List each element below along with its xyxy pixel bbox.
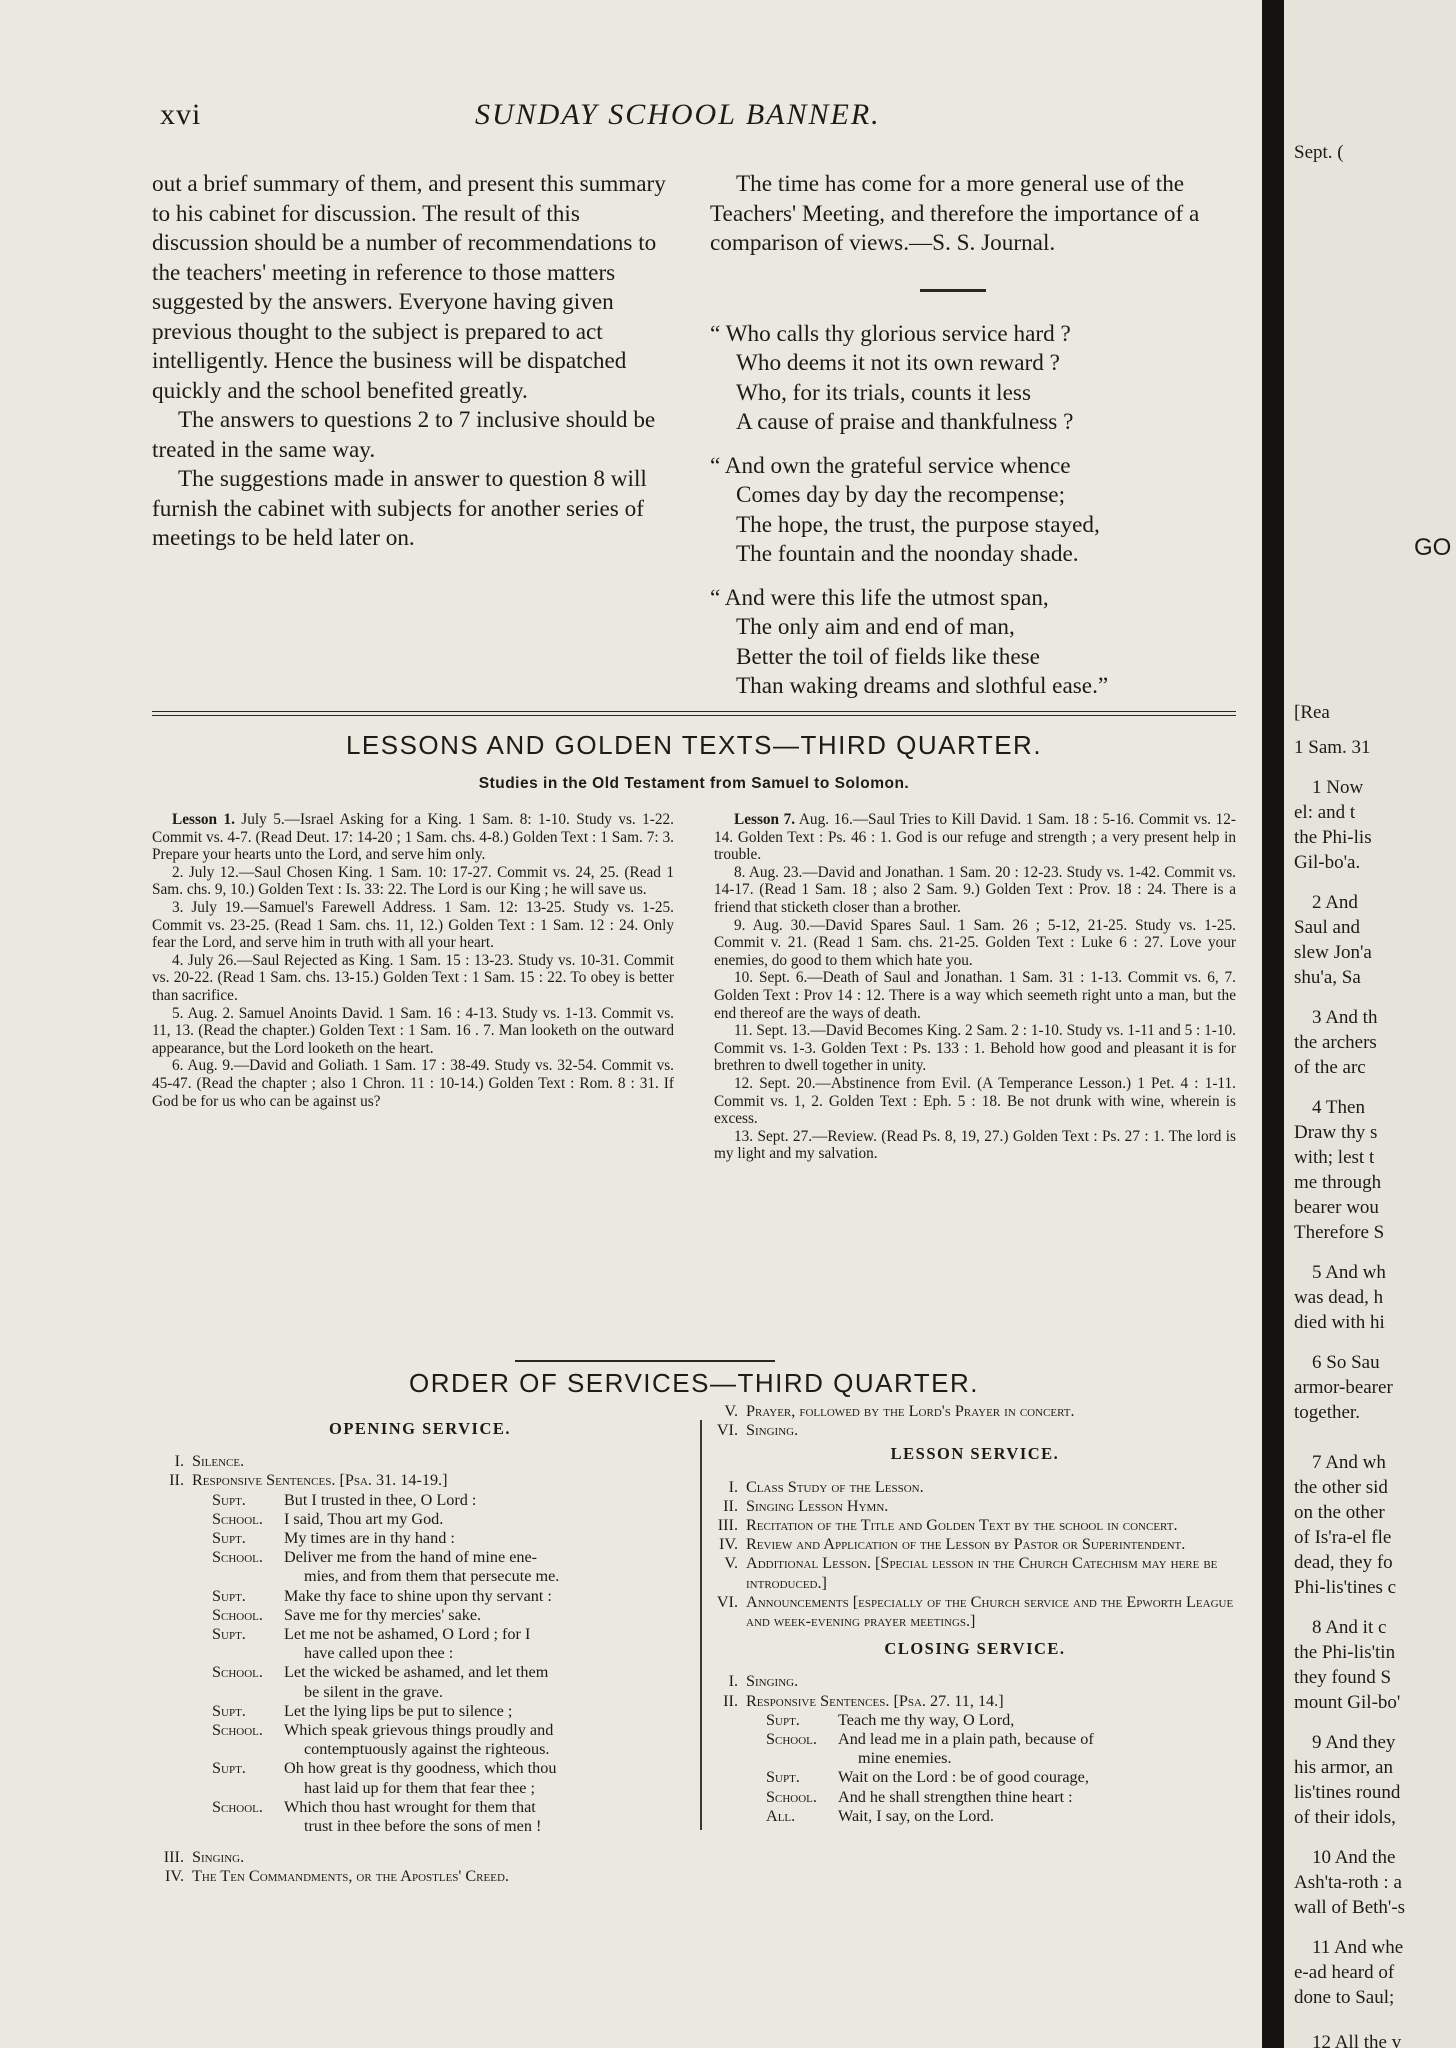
facing-page-text: wall of Beth'-s <box>1294 1897 1406 1918</box>
facing-page-text: me through <box>1294 1172 1382 1193</box>
response-text <box>284 1759 680 1797</box>
facing-page-text: they found S <box>1294 1667 1392 1688</box>
poem <box>710 320 1240 702</box>
response-speaker: All. <box>766 1806 796 1825</box>
response-speaker: School. <box>212 1663 263 1682</box>
service-item-text: Recitation of the Title and Golden Text by the school in concert. <box>746 1516 1178 1535</box>
poem-line: Comes day by day the recompense; <box>736 482 1066 508</box>
response-line <box>212 1606 680 1625</box>
facing-page-text: 2 And <box>1312 892 1358 913</box>
response-line <box>766 1768 1236 1787</box>
response-text <box>284 1529 680 1548</box>
divider <box>920 289 986 292</box>
lesson-entry <box>714 811 1236 864</box>
poem-line: “ And own the grateful service whence <box>710 452 1071 479</box>
facing-page-text: the other sid <box>1294 1477 1388 1498</box>
lesson-text: 8. Aug. 23.—David and Jonathan. 1 Sam. 20 : 12-23. Study vs. 1-42. Commit vs. 14-17. (Read 1 Sam. 18 ; also 2 Sam. 9.) Golden Text : Prov. 18 : 24. There is a friend that sticketh closer than a brother. <box>714 863 1236 916</box>
facing-page-text: 1 Now <box>1312 777 1364 798</box>
response-speaker: School. <box>212 1509 263 1528</box>
response-text <box>284 1548 680 1586</box>
lessons-subtitle: Studies in the Old Testament from Samuel to Solomon. <box>478 775 910 792</box>
lesson-text: 4. July 26.—Saul Rejected as King. 1 Sam. 15 : 13-23. Study vs. 10-31. Commit vs. 20-22. (Read 1 Sam. chs. 13-15.) Golden Text : 1 Sam. 15 : 22. To obey is better than sacrifice. <box>152 951 674 1004</box>
lesson-entry <box>714 1022 1236 1075</box>
response-text-line: Let me not be ashamed, O Lord ; for I <box>284 1625 531 1644</box>
response-text <box>284 1510 680 1529</box>
response-text <box>284 1587 680 1606</box>
response-line <box>212 1759 680 1797</box>
facing-page-text: el: and t <box>1294 802 1356 823</box>
response-text <box>838 1711 1236 1730</box>
lesson-text: 13. Sept. 27.—Review. (Read Ps. 8, 19, 27.) Golden Text : Ps. 27 : 1. The lord is my light and my salvation. <box>714 1127 1236 1163</box>
response-text <box>838 1788 1236 1807</box>
facing-page-text: 9 And they <box>1312 1732 1396 1753</box>
poem-line: Who deems it not its own reward ? <box>736 350 1060 376</box>
service-item-text: Singing. <box>192 1848 245 1867</box>
response-text-line: Teach me thy way, O Lord, <box>838 1710 1015 1729</box>
lesson-text: 2. July 12.—Saul Chosen King. 1 Sam. 10: 17-27. Commit vs. 24, 25. (Read 1 Sam. chs. 9, 10.) Golden Text : Is. 33: 22. The Lord is our King ; he will save us. <box>152 863 674 899</box>
response-text-line: mine enemies. <box>858 1749 952 1768</box>
service-item <box>714 1421 1236 1440</box>
lesson-entry <box>152 811 674 864</box>
service-item-number: II. <box>723 1691 738 1710</box>
response-line <box>212 1510 680 1529</box>
service-item-text: Singing. <box>746 1672 799 1691</box>
response-text-line: Which thou hast wrought for them that <box>284 1797 536 1816</box>
facing-page-text: Draw thy s <box>1294 1122 1378 1143</box>
service-item-text: Responsive Sentences. [Psa. 31. 14-19.] <box>192 1471 448 1490</box>
service-item <box>714 1402 1236 1421</box>
service-item-number: III. <box>163 1848 184 1867</box>
lesson-lead: Lesson 1. <box>172 811 235 828</box>
service-item <box>160 1867 680 1886</box>
closing-responses <box>714 1711 1236 1826</box>
response-speaker: Supt. <box>212 1701 246 1720</box>
response-line <box>212 1721 680 1759</box>
prayer-items <box>714 1402 1236 1440</box>
facing-page-text: mount Gil-bo' <box>1294 1692 1401 1713</box>
service-item-number: VI. <box>716 1421 738 1440</box>
response-speaker: Supt. <box>212 1625 246 1644</box>
facing-page-text: bearer wou <box>1294 1197 1379 1218</box>
lesson-text: 11. Sept. 13.—David Becomes King. 2 Sam. 2 : 1-10. Study vs. 1-11 and 5 : 1-10. Commit vs. 1-3. Golden Text : Ps. 133 : 1. Behold how good and pleasant it is for brethren to dwell together in unity. <box>714 1022 1236 1075</box>
running-title: SUNDAY SCHOOL BANNER. <box>475 98 881 131</box>
facing-page-text: lis'tines round <box>1294 1782 1401 1803</box>
response-text <box>838 1768 1236 1787</box>
response-speaker: School. <box>212 1721 263 1740</box>
service-item-text: Class Study of the Lesson. <box>746 1477 924 1496</box>
response-speaker: School. <box>766 1730 817 1749</box>
poem-line: The fountain and the noonday shade. <box>736 541 1079 567</box>
service-item-text: The Ten Commandments, or the Apostles' Creed. <box>192 1867 509 1886</box>
response-line <box>212 1663 680 1701</box>
facing-page-edge <box>1284 0 1456 2048</box>
facing-page-text: the Phi-lis <box>1294 827 1372 848</box>
lesson-entry <box>714 969 1236 1022</box>
poem-line: Better the toil of fields like these <box>736 643 1040 670</box>
response-line <box>212 1625 680 1663</box>
service-item <box>714 1478 1236 1497</box>
poem-line: “ And were this life the utmost span, <box>710 584 1049 611</box>
service-item <box>714 1554 1236 1592</box>
lesson-lead: Lesson 7. <box>734 811 796 828</box>
lesson-text: 9. Aug. 30.—David Spares Saul. 1 Sam. 26 ; 5-12, 21-25. Study vs. 1-25. Commit v. 21. (Read 1 Sam. chs. 21-25. Golden Text : Luke 6 : 27. Love your enemies, do good to them which hate you. <box>714 916 1236 969</box>
lesson-and-closing-service <box>714 1402 1236 1826</box>
service-item-number: I. <box>728 1477 738 1496</box>
poem-line: The only aim and end of man, <box>736 614 1015 640</box>
response-text <box>284 1491 680 1510</box>
service-item <box>714 1497 1236 1516</box>
divider <box>515 1360 775 1362</box>
opening-service-heading: OPENING SERVICE. <box>328 1419 512 1438</box>
poem-stanza <box>710 320 1240 438</box>
response-text-line: And lead me in a plain path, because of <box>838 1730 1094 1749</box>
response-text-line: contemptuously against the righteous. <box>304 1740 550 1759</box>
lessons-column-left <box>152 811 674 1110</box>
response-text <box>284 1721 680 1759</box>
lesson-text: 3. July 19.—Samuel's Farewell Address. 1 Sam. 12: 13-25. Study vs. 1-25. Commit vs. 23-25. (Read 1 Sam. chs. 11, 12.) Golden Text : 1 Sam. 12 : 24. Only fear the Lord, and serve him in truth with all your heart. <box>152 898 674 952</box>
response-text-line: Make thy face to shine upon thy servant : <box>284 1586 552 1605</box>
response-speaker: Supt. <box>212 1529 246 1548</box>
lesson-entry <box>714 1128 1236 1163</box>
facing-page-text: of Is'ra-el fle <box>1294 1527 1392 1548</box>
facing-page-text: 3 And th <box>1312 1007 1378 1028</box>
facing-page-text: Therefore S <box>1294 1222 1385 1243</box>
service-item-number: III. <box>717 1516 738 1535</box>
service-item-number: IV. <box>164 1867 184 1886</box>
facing-page-text: died with hi <box>1294 1312 1385 1333</box>
response-line <box>766 1711 1236 1730</box>
facing-page-text: the Phi-lis'tin <box>1294 1642 1396 1663</box>
response-text-line: be silent in the grave. <box>304 1682 443 1701</box>
lesson-entry <box>152 899 674 952</box>
response-text-line: trust in thee before the sons of men ! <box>304 1817 542 1836</box>
service-item <box>160 1471 680 1490</box>
facing-page-text: Ash'ta-roth : a <box>1294 1872 1402 1893</box>
article-paragraph: The answers to questions 2 to 7 inclusive should be treated in the same way. <box>152 407 656 463</box>
facing-page-text: armor-bearer <box>1294 1377 1393 1398</box>
response-text-line: Let the wicked be ashamed, and let them <box>284 1663 549 1682</box>
divider <box>152 711 1236 716</box>
service-item-text: Additional Lesson. [Special lesson in the Church Catechism may here be introduced.] <box>746 1554 1218 1592</box>
response-speaker: School. <box>212 1605 263 1624</box>
facing-page-text: of their idols, <box>1294 1807 1396 1828</box>
facing-page-text: 1 Sam. 31 <box>1294 737 1371 758</box>
opening-items-after <box>160 1848 680 1886</box>
opening-items <box>160 1452 680 1490</box>
facing-page-text: 8 And it c <box>1312 1617 1387 1638</box>
response-speaker: Supt. <box>766 1768 800 1787</box>
response-line <box>212 1529 680 1548</box>
service-item-text: Prayer, followed by the Lord's Prayer in concert. <box>746 1402 1075 1420</box>
poem-stanza <box>710 584 1240 702</box>
article-column-left <box>152 170 682 554</box>
lesson-text: 6. Aug. 9.—David and Goliath. 1 Sam. 17 : 38-49. Study vs. 32-54. Commit vs. 45-47. (Read the chapter ; also 1 Chron. 11 : 10-14.) Golden Text : Rom. 8 : 31. If God be for us who can be against us? <box>152 1057 674 1110</box>
facing-page-text: 7 And wh <box>1312 1452 1386 1473</box>
response-line <box>766 1788 1236 1807</box>
facing-page-text: slew Jon'a <box>1294 942 1372 963</box>
response-text-line: Let the lying lips be put to silence ; <box>284 1701 513 1720</box>
poem-line: Who, for its trials, counts it less <box>736 379 1031 406</box>
response-text-line: My times are in thy hand : <box>284 1529 455 1548</box>
facing-page-text: 10 And the <box>1312 1847 1396 1868</box>
lesson-entry <box>714 917 1236 970</box>
poem-line: Than waking dreams and slothful ease.” <box>736 673 1109 699</box>
closing-items <box>714 1672 1236 1710</box>
response-text-line: hast laid up for them that fear thee ; <box>304 1778 536 1797</box>
lesson-service-heading: LESSON SERVICE. <box>890 1444 1060 1464</box>
facing-page-text: 11 And whe <box>1312 1937 1404 1958</box>
response-speaker: Supt. <box>212 1759 246 1778</box>
service-item <box>160 1848 680 1867</box>
service-item <box>714 1593 1236 1631</box>
response-text-line: mies, and from them that persecute me. <box>304 1567 560 1586</box>
service-item-text: Singing Lesson Hymn. <box>746 1496 889 1515</box>
poem-line: The hope, the trust, the purpose stayed, <box>736 511 1100 538</box>
article-paragraph: The time has come for a more general use of the Teachers' Meeting, and therefore the importance of a comparison of views.—S. S. Journal. <box>710 171 1200 256</box>
service-item-number: V. <box>724 1554 738 1573</box>
response-line <box>766 1730 1236 1768</box>
facing-page-text: 6 So Sau <box>1312 1352 1380 1373</box>
response-speaker: School. <box>212 1797 263 1816</box>
facing-page-text: done to Saul; <box>1294 1987 1395 2008</box>
service-item <box>714 1535 1236 1554</box>
lesson-text: July 5.—Israel Asking for a King. 1 Sam. 8: 1-10. Study vs. 1-22. Commit vs. 4-7. (Read Deut. 17: 14-20 ; 1 Sam. chs. 4-8.) Golden Text : 1 Sam. 7: 3. Prepare your hearts unto the Lord, and serve him only. <box>152 811 674 864</box>
facing-page-text: with; lest t <box>1294 1147 1375 1168</box>
response-text-line: Which speak grievous things proudly and <box>284 1721 554 1740</box>
response-text <box>284 1625 680 1663</box>
response-text <box>284 1606 680 1625</box>
lesson-text: Aug. 16.—Saul Tries to Kill David. 1 Sam. 18 : 5-16. Commit vs. 12-14. Golden Text : Ps. 46 : 1. God is our refuge and strength ; a very present help in trouble. <box>714 811 1236 864</box>
service-item-number: I. <box>728 1672 738 1691</box>
service-item-text: Review and Application of the Lesson by Pastor or Superintendent. <box>746 1535 1186 1554</box>
lesson-entry <box>152 1005 674 1058</box>
lesson-text: 12. Sept. 20.—Abstinence from Evil. (A Temperance Lesson.) 1 Pet. 4 : 1-11. Commit vs. 1, 2. Golden Text : Eph. 5 : 18. Be not drunk with wine, wherein is excess. <box>714 1074 1236 1128</box>
facing-page-text: together. <box>1294 1402 1360 1423</box>
article-column-right <box>710 170 1240 716</box>
service-item-text: Singing. <box>746 1421 799 1440</box>
facing-page-text: of the arc <box>1294 1057 1366 1078</box>
lesson-text: 10. Sept. 6.—Death of Saul and Jonathan. 1 Sam. 31 : 1-13. Commit vs. 6, 7. Golden Text : Prov 14 : 12. There is a way which seemeth right unto a man, but the end thereof are the ways of death. <box>714 969 1236 1022</box>
response-line <box>212 1587 680 1606</box>
poem-line: “ Who calls thy glorious service hard ? <box>710 320 1071 347</box>
poem-line: A cause of praise and thankfulness ? <box>736 409 1074 435</box>
facing-page-text: GO <box>1414 534 1452 561</box>
response-line <box>766 1807 1236 1826</box>
opening-service <box>160 1415 680 1887</box>
opening-responses <box>160 1491 680 1837</box>
service-item-number: II. <box>723 1496 738 1515</box>
service-item-text: Announcements [especially of the Church service and the Epworth League and week-evening prayer meetings.] <box>746 1592 1234 1631</box>
response-line <box>212 1798 680 1836</box>
closing-service-heading: CLOSING SERVICE. <box>884 1639 1066 1659</box>
response-speaker: School. <box>766 1787 817 1806</box>
response-line <box>212 1491 680 1510</box>
service-item-text: Silence. <box>192 1452 245 1471</box>
facing-page-text: shu'a, Sa <box>1294 967 1361 988</box>
facing-page-text: his armor, an <box>1294 1757 1393 1778</box>
response-line <box>212 1702 680 1721</box>
facing-page-text: was dead, h <box>1294 1287 1384 1308</box>
facing-page-text: dead, they fo <box>1294 1552 1393 1573</box>
response-speaker: Supt. <box>766 1710 800 1729</box>
response-text-line: But I trusted in thee, O Lord : <box>284 1490 477 1509</box>
service-item <box>714 1692 1236 1711</box>
response-text-line: Deliver me from the hand of mine ene- <box>284 1548 538 1567</box>
service-item-number: I. <box>174 1452 184 1471</box>
facing-page-text: the archers <box>1294 1032 1377 1053</box>
lesson-entry <box>714 864 1236 917</box>
response-text <box>838 1807 1236 1826</box>
facing-page-text: [Rea <box>1294 702 1330 723</box>
lesson-entry <box>152 952 674 1005</box>
lesson-entry <box>152 864 674 899</box>
article-paragraph: out a brief summary of them, and present this summary to his cabinet for discussion. The result of this discussion should be a number of recommendations to the teachers' meeting in reference to those matters suggested by the answers. Everyone having given previous thought to the subject is prepared to act intelligently. Hence the business will be dispatched quickly and the school benefited greatly. <box>152 171 666 404</box>
response-text-line: I said, Thou art my God. <box>284 1509 444 1528</box>
service-item-number: IV. <box>718 1535 738 1554</box>
response-speaker: Supt. <box>212 1586 246 1605</box>
page-number: xvi <box>160 98 202 131</box>
response-speaker: Supt. <box>212 1490 246 1509</box>
service-item-text: Responsive Sentences. [Psa. 27. 11, 14.] <box>746 1691 1004 1710</box>
facing-page-text: 12 All the v <box>1312 2032 1402 2048</box>
response-text-line: Save me for thy mercies' sake. <box>284 1605 482 1624</box>
response-text-line: Wait, I say, on the Lord. <box>838 1806 994 1825</box>
article-paragraph: The suggestions made in answer to question 8 will furnish the cabinet with subjects for another series of meetings to be held later on. <box>152 466 647 551</box>
facing-page-text: Sept. ( <box>1294 142 1344 163</box>
response-line <box>212 1548 680 1586</box>
lessons-title: LESSONS AND GOLDEN TEXTS—THIRD QUARTER. <box>345 730 1043 760</box>
service-item-number: V. <box>724 1402 738 1420</box>
facing-page-text: on the other <box>1294 1502 1385 1523</box>
lesson-items <box>714 1478 1236 1632</box>
facing-page-text: Saul and <box>1294 917 1360 938</box>
facing-page-text: 5 And wh <box>1312 1262 1386 1283</box>
response-text-line: And he shall strengthen thine heart : <box>838 1787 1073 1806</box>
response-text <box>284 1798 680 1836</box>
book-gutter <box>1262 0 1284 2048</box>
column-divider <box>700 1420 702 1830</box>
lesson-entry <box>152 1057 674 1110</box>
service-item <box>160 1452 680 1471</box>
response-text-line: have called upon thee : <box>304 1644 454 1663</box>
response-text-line: Oh how great is thy goodness, which thou <box>284 1759 557 1778</box>
response-text <box>284 1663 680 1701</box>
facing-page-text: Phi-lis'tines c <box>1294 1577 1397 1598</box>
lesson-entry <box>714 1075 1236 1128</box>
response-text-line: Wait on the Lord : be of good courage, <box>838 1768 1089 1787</box>
lessons-column-right <box>714 811 1236 1163</box>
service-item <box>714 1516 1236 1535</box>
facing-page-text: 4 Then <box>1312 1097 1365 1118</box>
response-text <box>284 1702 680 1721</box>
facing-page-text: e-ad heard of <box>1294 1962 1395 1983</box>
response-text <box>838 1730 1236 1768</box>
lesson-text: 5. Aug. 2. Samuel Anoints David. 1 Sam. 16 : 4-13. Study vs. 1-13. Commit vs. 11, 13. (Read the chapter.) Golden Text : 1 Sam. 16 . 7. Man looketh on the outward appearance, but the Lord looketh on the heart. <box>152 1004 674 1057</box>
poem-stanza <box>710 452 1240 570</box>
response-speaker: School. <box>212 1548 263 1567</box>
service-item-number: VI. <box>716 1592 738 1611</box>
services-title: ORDER OF SERVICES—THIRD QUARTER. <box>409 1368 979 1398</box>
service-item-number: II. <box>169 1471 184 1490</box>
page-header <box>160 98 1220 138</box>
service-item <box>714 1672 1236 1691</box>
facing-page-text: Gil-bo'a. <box>1294 852 1361 873</box>
